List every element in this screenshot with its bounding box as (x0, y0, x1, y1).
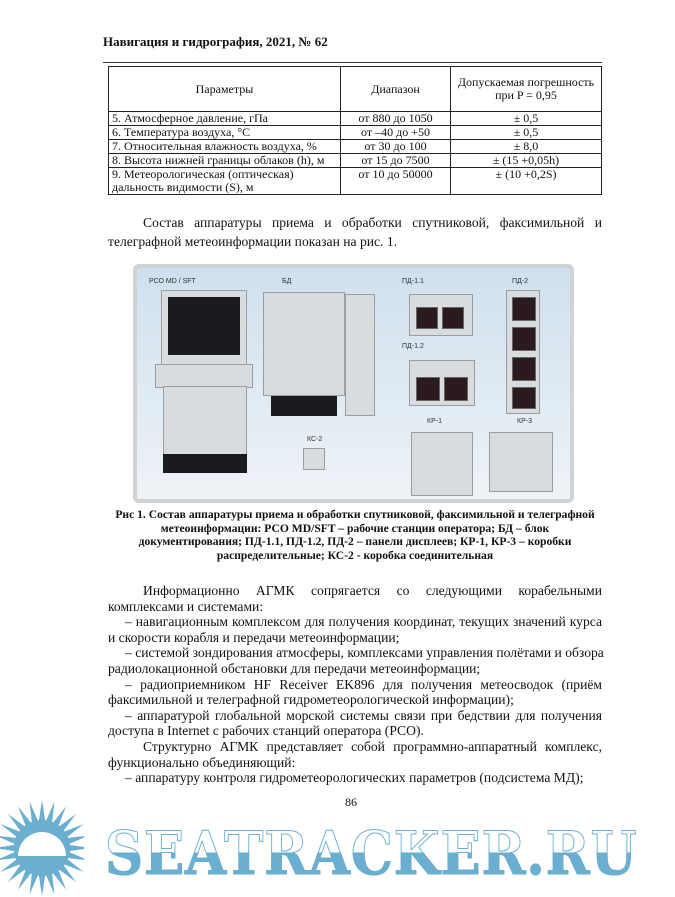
error-cell: ± 0,5 (451, 126, 602, 140)
parameter-cell: 8. Высота нижней границы облаков (h), м (109, 154, 341, 168)
body-line: функционально объединяющий: (108, 754, 296, 770)
body-line: – системой зондирования атмосферы, комплексами управления полётами и обзора (125, 645, 604, 661)
journal-header: Навигация и гидрография, 2021, № 62 (103, 34, 328, 49)
body-line: доступа в Internet с рабочих станций оператора (РСО). (108, 723, 424, 739)
parameter-cell: 7. Относительная влажность воздуха, % (109, 140, 341, 154)
fig-label: КС-2 (307, 436, 323, 443)
error-cell: ± (15 +0,05h) (451, 154, 602, 168)
range-cell: от 880 до 1050 (341, 112, 451, 126)
display-panel-1-1 (409, 294, 473, 336)
page-number: 86 (345, 795, 357, 809)
fig-label: ПД-1.2 (402, 343, 424, 350)
table-row (109, 112, 602, 126)
seatracker-watermark: SEATRACKER.RU (105, 819, 638, 889)
fig-label: КР-3 (517, 418, 532, 425)
sun-ray (68, 845, 84, 852)
body-line: – аппаратурой глобальной морской системы связи при бедствии для получения (125, 707, 602, 723)
range-cell: от 15 до 7500 (341, 154, 451, 168)
sun-logo-icon (0, 798, 84, 897)
error-cell: ± (10 +0,2S) (451, 168, 602, 195)
body-line: – аппаратуру контроля гидрометеорологических параметров (подсистема МД); (125, 770, 584, 786)
documentation-unit-door (345, 294, 375, 416)
parameter-cell: 9. Метеорологическая (оптическая) дальность видимости (S), м (109, 168, 341, 195)
figure-caption: Рис 1. Состав аппаратуры приема и обработки спутниковой, факсимильной и телеграфной метеоинформации: РСО MD/SFT – рабочие станции оператора; БД – блок документирования; ПД-1.1, ПД-1.2, ПД-2 – панели дисплеев; КР-1, КР-3 – коробки распределительные; КС-2 - коробка соединительная (115, 508, 595, 562)
fig-label: ПД-2 (512, 278, 528, 285)
table-row (109, 154, 602, 168)
table-row (109, 126, 602, 140)
body-line: факсимильной и телеграфной гидрометеорологической информации); (108, 692, 514, 708)
documentation-unit (263, 292, 345, 396)
body-line: комплексами и системами: (108, 598, 264, 614)
body-line: Информационно АГМК сопрягается со следующими корабельными (143, 583, 602, 598)
body-line: – навигационным комплексом для получения координат, текущих значений курса (125, 614, 602, 630)
sun-ray (39, 800, 46, 822)
fig-label: РСО MD / SFT (149, 278, 196, 285)
body-line: – радиоприемником HF Receiver EK896 для получения метеосводок (приём (125, 676, 602, 692)
figure-equipment-photo (133, 264, 574, 503)
parameters-table (108, 66, 602, 195)
parameter-cell: 6. Температура воздуха, °С (109, 126, 341, 140)
display-panel-1-2 (409, 360, 475, 406)
sun-ray (0, 845, 16, 852)
body-line: радиолокационной обстановки для передачи метеоинформации; (108, 661, 481, 676)
fig-label: ПД-1.1 (402, 278, 424, 285)
intro-line: телеграфной метеоинформации показан на рис. 1. (108, 234, 398, 249)
error-cell: ± 8,0 (451, 140, 602, 154)
body-line: и скорости корабля и передачи метеоинформации; (108, 629, 400, 645)
display-panel-2 (506, 290, 540, 414)
header-rule (103, 62, 602, 63)
parameter-cell: 5. Атмосферное давление, гПа (109, 112, 341, 126)
body-line: Структурно АГМК представляет собой программно-аппаратный комплекс, (143, 739, 602, 754)
operator-console-monitor (161, 290, 247, 374)
intro-line: Состав аппаратуры приема и обработки спутниковой, факсимильной и (143, 215, 602, 230)
range-cell: от 10 до 50000 (341, 168, 451, 195)
distribution-box-kr1 (411, 432, 473, 496)
col-header: Диапазон (341, 67, 451, 112)
table-row (109, 168, 602, 195)
col-header: Параметры (109, 67, 341, 112)
operator-console-cabinet (163, 386, 247, 456)
error-cell: ± 0,5 (451, 112, 602, 126)
junction-box-ks2 (303, 448, 325, 470)
range-cell: от 30 до 100 (341, 140, 451, 154)
fig-label: КР-1 (427, 418, 442, 425)
distribution-box-kr3 (489, 432, 553, 492)
sun-ray (39, 874, 46, 896)
col-header: Допускаемая погрешность при P = 0,95 (451, 67, 602, 112)
fig-label: БД (282, 278, 292, 285)
operator-console-desk (155, 364, 253, 388)
table-row (109, 140, 602, 154)
range-cell: от –40 до +50 (341, 126, 451, 140)
